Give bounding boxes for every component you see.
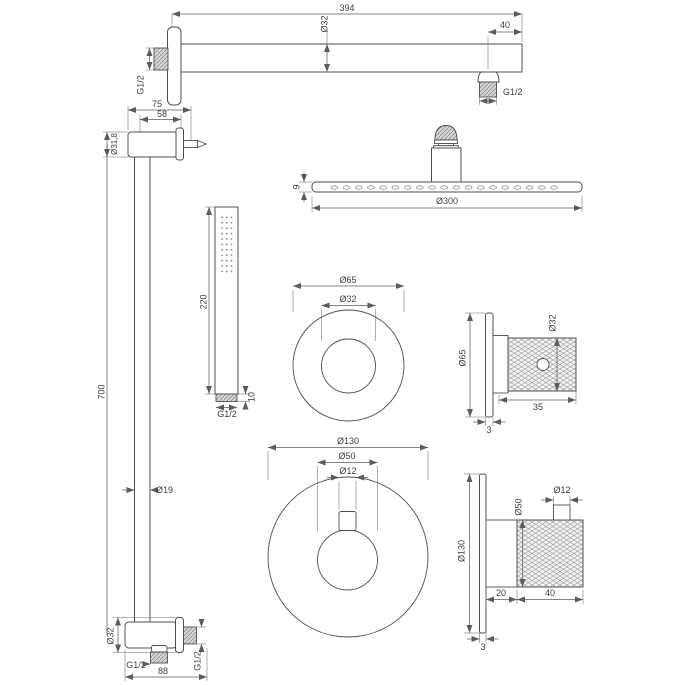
small-rosette-inner-circle [322,339,376,393]
arm-wall-thread-label: G1/2 [135,75,146,95]
large-valve-stem [554,505,571,520]
arm-outlet-thread-label: G1/2 [503,87,523,97]
small-valve-rosette-plate [486,313,494,417]
slide-rail-drawing [96,99,207,681]
small-valve-handle-length-dim: 35 [532,402,544,412]
wall-arm-drawing [135,3,522,105]
large-valve-body [486,520,517,587]
elbow-hose-thread-label: G1/2 [192,651,203,671]
rail-bracket-depth-dim: 58 [156,109,168,119]
large-valve-plate-thickness-dim: 3 [480,642,486,652]
elbow-down-thread-nub [151,652,168,663]
arm-end-offset-dim: 40 [499,20,511,30]
small-valve-plate-thickness-dim: 3 [486,425,492,435]
large-valve-body-length-dim: 20 [495,588,507,598]
hand-shower-cap-height-dim: 10 [246,391,257,403]
hand-shower-length-dim: 220 [198,294,209,310]
small-rosette-outer-dim: Ø65 [339,275,357,285]
large-rosette-stem-tab [339,512,356,531]
large-rosette-drawing [268,436,428,637]
elbow-rosette-diameter-dim: Ø32 [105,627,116,645]
large-valve-rosette-diameter-dim: Ø130 [456,539,467,563]
rail-bracket-diameter-dim: Ø31,8 [110,133,120,155]
elbow-side-thread-nub [184,627,197,644]
large-valve-handle-length-dim: 40 [544,588,556,598]
large-rosette-inner-circle [318,530,378,590]
elbow-outlet-thread-label: G1/2 [126,660,146,670]
large-rosette-outer-dim: Ø130 [336,436,360,446]
small-valve-handle-diameter-dim: Ø32 [547,314,558,332]
large-valve-rosette-plate [480,474,487,633]
rail-bracket-body [128,132,177,157]
head-shower-nozzle-row [326,186,561,191]
large-rosette-stem-dim: Ø12 [339,466,357,476]
small-valve-rosette-diameter-dim: Ø65 [457,349,468,367]
arm-outlet-thread-nub [480,82,497,97]
head-shower-drawing [291,126,582,213]
arm-body [180,44,522,72]
elbow-down-neck [152,646,168,653]
arm-wall-flange [168,27,182,105]
hand-shower-spray-face [219,213,236,274]
large-valve-stem-dim: Ø12 [553,485,571,495]
large-rosette-inner-dim: Ø50 [338,451,356,461]
head-shower-collar-top [435,140,458,144]
rail-bracket-pin [184,141,198,148]
large-valve-knurled-handle [517,520,583,587]
rail-tube [135,157,151,622]
small-valve-drawing [457,313,576,435]
elbow-body [125,622,177,648]
hand-shower-drawing [198,207,256,419]
small-rosette-drawing [293,275,404,421]
small-valve-neck [493,336,508,394]
arm-length-dim: 394 [339,3,355,13]
head-shower-ball-joint [435,126,457,141]
arm-wall-thread-nub [154,48,168,70]
small-rosette-inner-dim: Ø32 [339,294,357,304]
head-shower-diameter-dim: Ø300 [435,196,459,206]
rail-bracket-pin-tip [198,141,207,148]
elbow-flange [176,618,184,653]
rail-bracket-flange [176,128,184,160]
large-valve-body-diameter-dim: Ø50 [513,498,524,516]
large-valve-drawing [456,474,583,652]
hand-shower-thread-label: G1/2 [217,409,237,419]
rail-bracket-reach-dim: 75 [151,99,163,109]
rail-diameter-dim: Ø19 [156,485,174,495]
head-shower-stem [432,148,462,182]
elbow-width-dim: 88 [157,666,169,676]
small-valve-center-dot [537,359,549,371]
head-shower-thickness-dim: 9 [291,184,302,190]
rail-length-dim: 700 [96,384,107,400]
arm-diameter-dim: Ø32 [319,15,330,33]
hand-shower-thread-cap [216,394,237,402]
